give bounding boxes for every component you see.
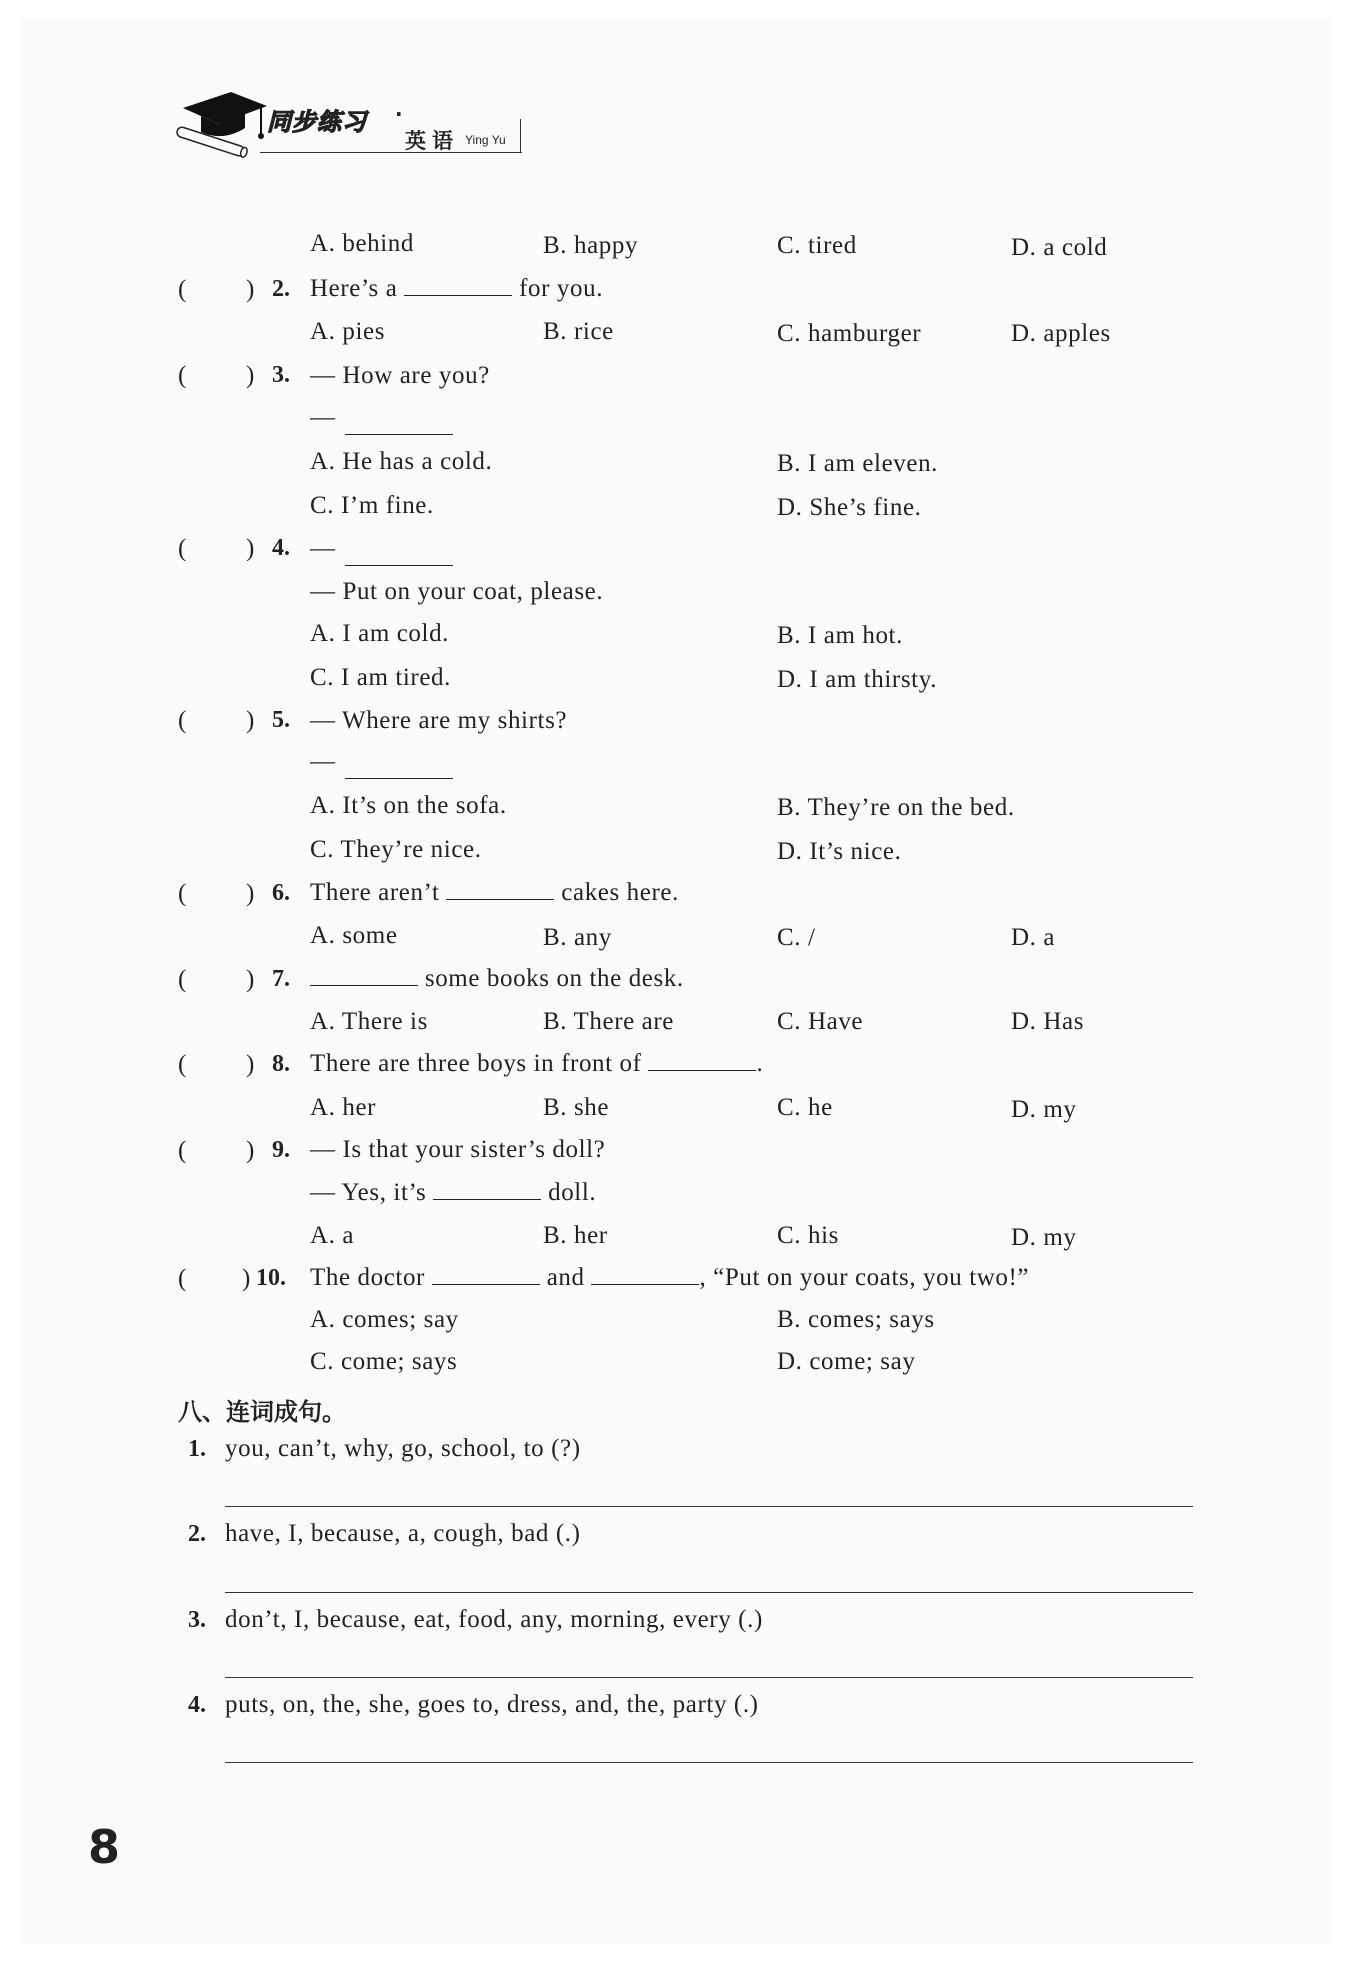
text-before: Here’s a: [310, 275, 398, 302]
fill-blank[interactable]: [648, 1050, 756, 1071]
question-reply: — Put on your coat, please.: [310, 578, 604, 605]
answer-paren-open: (: [178, 1051, 187, 1078]
fill-blank[interactable]: [404, 275, 512, 296]
word-list: puts, on, the, she, goes to, dress, and, the, party (.): [225, 1691, 759, 1718]
question-number: 6.: [272, 880, 290, 906]
section-title: 八、连词成句。: [178, 1398, 346, 1426]
answer-paren-close: ): [246, 880, 255, 907]
text-before: There aren’t: [310, 879, 440, 906]
text-after: doll.: [548, 1179, 597, 1206]
q4-option-a: A. I am cold.: [310, 620, 450, 647]
text-before: The doctor: [310, 1264, 425, 1291]
answer-paren-close: ): [246, 1051, 255, 1078]
word-list: have, I, because, a, cough, bad (.): [225, 1520, 581, 1547]
q2-option-c: C. hamburger: [777, 320, 922, 347]
q10-option-b: B. comes; says: [777, 1306, 935, 1333]
q1-option-a: A. behind: [310, 230, 414, 257]
question-number: 8.: [272, 1051, 290, 1077]
question-number: 9.: [272, 1137, 290, 1163]
q2-option-d: D. apples: [1011, 320, 1111, 347]
text-before: There are three boys in front of: [310, 1050, 642, 1077]
question-text: [310, 1264, 1029, 1292]
item-number: 4.: [188, 1692, 206, 1718]
fill-blank[interactable]: [345, 778, 453, 779]
q10-option-c: C. come; says: [310, 1348, 458, 1375]
question-number: 3.: [272, 362, 290, 388]
reply-dash: —: [310, 404, 335, 431]
q6-option-a: A. some: [310, 922, 398, 949]
answer-line[interactable]: [225, 1592, 1193, 1593]
q8-option-a: A. her: [310, 1094, 377, 1121]
q1-option-c: C. tired: [777, 232, 857, 259]
subject-label: 英语: [405, 129, 459, 153]
word-list: you, can’t, why, go, school, to (?): [225, 1435, 581, 1462]
text-after: some books on the desk.: [424, 965, 684, 992]
q3-option-c: C. I’m fine.: [310, 492, 434, 519]
q4-option-c: C. I am tired.: [310, 664, 452, 691]
text-mid: and: [546, 1264, 585, 1291]
fill-blank[interactable]: [433, 1179, 541, 1200]
text-after: .: [756, 1050, 764, 1077]
text-after: , “Put on your coats, you two!”: [699, 1264, 1030, 1291]
answer-paren-open: (: [178, 966, 187, 993]
text-before: — Yes, it’s: [310, 1179, 427, 1206]
answer-paren-close: ): [246, 1137, 255, 1164]
q8-option-d: D. my: [1011, 1096, 1077, 1123]
question-text: [310, 1050, 763, 1078]
answer-paren-open: (: [178, 1265, 187, 1292]
q7-option-a: A. There is: [310, 1008, 428, 1035]
answer-paren-open: (: [178, 707, 187, 734]
question-number: 5.: [272, 707, 290, 733]
q5-option-c: C. They’re nice.: [310, 836, 482, 863]
q3-option-b: B. I am eleven.: [777, 450, 939, 477]
q6-option-d: D. a: [1011, 924, 1056, 951]
subject-pinyin: Ying Yu: [465, 133, 506, 147]
text-after: cakes here.: [561, 879, 679, 906]
graduation-cap-icon: [175, 88, 275, 160]
reply-dash: —: [310, 748, 335, 775]
q9-option-a: A. a: [310, 1222, 355, 1249]
q5-option-b: B. They’re on the bed.: [777, 794, 1015, 821]
q1-option-d: D. a cold: [1011, 234, 1108, 261]
q4-option-b: B. I am hot.: [777, 622, 903, 649]
question-text: — Where are my shirts?: [310, 707, 568, 734]
q5-option-a: A. It’s on the sofa.: [310, 792, 507, 819]
q10-option-a: A. comes; say: [310, 1306, 459, 1333]
answer-paren-close: ): [246, 362, 255, 389]
word-list: don’t, I, because, eat, food, any, morning, every (.): [225, 1606, 763, 1633]
q3-option-a: A. He has a cold.: [310, 448, 493, 475]
answer-paren-close: ): [246, 707, 255, 734]
question-reply: [310, 1179, 596, 1207]
q5-option-d: D. It’s nice.: [777, 838, 902, 865]
q4-option-d: D. I am thirsty.: [777, 666, 938, 693]
answer-line[interactable]: [225, 1677, 1193, 1678]
question-number: 4.: [272, 535, 290, 561]
q9-option-d: D. my: [1011, 1224, 1077, 1251]
question-number: 7.: [272, 966, 290, 992]
answer-paren-open: (: [178, 276, 187, 303]
q2-option-a: A. pies: [310, 318, 386, 345]
fill-blank[interactable]: [345, 434, 453, 435]
title-dot: ·: [395, 102, 403, 126]
header-underline: [260, 152, 522, 153]
page-number: 8: [88, 1820, 121, 1874]
answer-paren-open: (: [178, 880, 187, 907]
q10-option-d: D. come; say: [777, 1348, 916, 1375]
question-text: [310, 879, 679, 907]
q6-option-b: B. any: [543, 924, 612, 951]
question-number: 10.: [256, 1265, 286, 1291]
q9-option-c: C. his: [777, 1222, 839, 1249]
item-number: 3.: [188, 1607, 206, 1633]
fill-blank[interactable]: [446, 879, 554, 900]
q8-option-c: C. he: [777, 1094, 833, 1121]
fill-blank[interactable]: [432, 1264, 540, 1285]
q2-option-b: B. rice: [543, 318, 614, 345]
question-text: — Is that your sister’s doll?: [310, 1136, 606, 1163]
answer-paren-open: (: [178, 535, 187, 562]
text-after: for you.: [519, 275, 604, 302]
answer-line[interactable]: [225, 1506, 1193, 1507]
q3-option-d: D. She’s fine.: [777, 494, 922, 521]
answer-paren-close: ): [246, 535, 255, 562]
q8-option-b: B. she: [543, 1094, 610, 1121]
question-text: [310, 965, 684, 993]
item-number: 1.: [188, 1436, 206, 1462]
q9-option-b: B. her: [543, 1222, 608, 1249]
q7-option-b: B. There are: [543, 1008, 674, 1035]
fill-blank[interactable]: [591, 1264, 699, 1285]
answer-paren-open: (: [178, 362, 187, 389]
q1-option-b: B. happy: [543, 232, 639, 259]
question-text: — How are you?: [310, 362, 490, 389]
series-title: 同步练习: [267, 108, 367, 136]
question-dash: —: [310, 535, 335, 562]
header-divider: [520, 119, 521, 153]
question-text: [310, 275, 603, 303]
item-number: 2.: [188, 1521, 206, 1547]
fill-blank[interactable]: [310, 965, 418, 986]
answer-paren-close: ): [246, 966, 255, 993]
answer-paren-open: (: [178, 1137, 187, 1164]
answer-line[interactable]: [225, 1762, 1193, 1763]
answer-paren-close: ): [246, 276, 255, 303]
page-header: [175, 88, 525, 160]
q6-option-c: C. /: [777, 924, 816, 951]
q7-option-c: C. Have: [777, 1008, 864, 1035]
answer-paren-close: ): [242, 1265, 251, 1292]
q7-option-d: D. Has: [1011, 1008, 1085, 1035]
fill-blank[interactable]: [345, 565, 453, 566]
question-number: 2.: [272, 276, 290, 302]
